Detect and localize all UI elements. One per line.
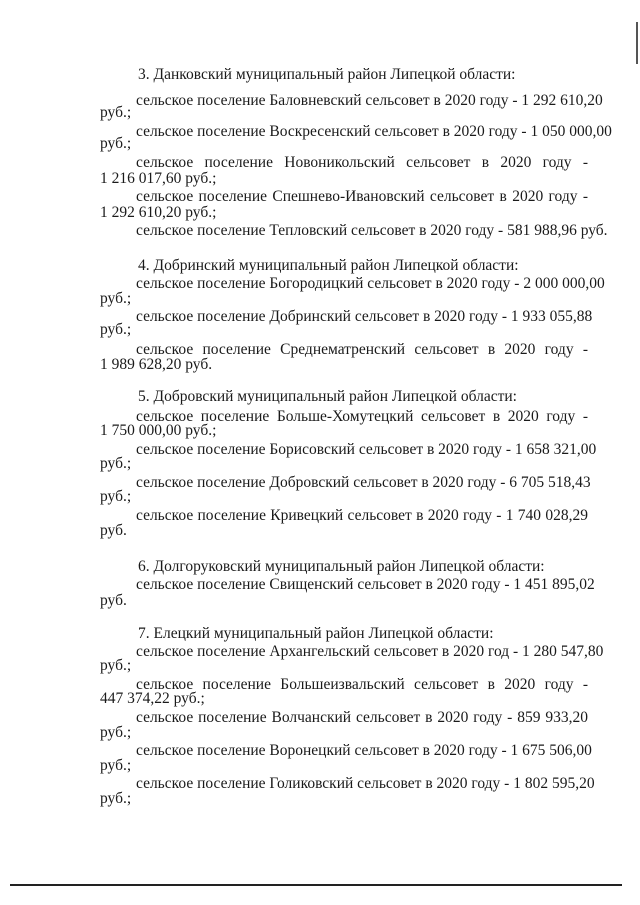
text-line: сельское поселение Богородицкий сельсовет в 2020 году - 2 000 000,00 xyxy=(136,275,605,292)
text-line: сельское поселение Воронецкий сельсовет в 2020 году - 1 675 506,00 xyxy=(136,742,592,759)
text-line: сельское поселение Кривецкий сельсовет в 2020 году - 1 740 028,29 xyxy=(136,507,588,524)
text-line: руб.; xyxy=(100,104,132,121)
text-line: сельское поселение Новоникольский сельсовет в 2020 году - xyxy=(136,154,588,171)
section-heading: 3. Данковский муниципальный район Липецкой области: xyxy=(138,66,516,83)
section-heading: 5. Добровский муниципальный район Липецкой области: xyxy=(138,388,517,405)
text-line: руб.; xyxy=(100,290,132,307)
text-line: 1 750 000,00 руб.; xyxy=(100,422,217,439)
text-line: сельское поселение Волчанский сельсовет в 2020 году - 859 933,20 xyxy=(136,709,588,726)
text-line: 447 374,22 руб.; xyxy=(100,690,205,707)
text-line: 1 292 610,20 руб.; xyxy=(100,204,217,221)
text-line: руб. xyxy=(100,522,127,539)
text-line: сельское поселение Тепловский сельсовет в 2020 году - 581 988,96 руб. xyxy=(136,222,608,239)
text-line: сельское поселение Свищенский сельсовет в 2020 году - 1 451 895,02 xyxy=(136,576,595,593)
text-line: сельское поселение Добровский сельсовет в 2020 году - 6 705 518,43 xyxy=(136,474,591,491)
text-line: руб.; xyxy=(100,757,132,774)
text-line: руб.; xyxy=(100,321,132,338)
bottom-divider xyxy=(10,884,622,886)
text-line: руб.; xyxy=(100,135,132,152)
text-line: руб. xyxy=(100,592,127,609)
text-line: руб.; xyxy=(100,488,132,505)
text-line: сельское поселение Добринский сельсовет в 2020 году - 1 933 055,88 xyxy=(136,308,593,325)
text-line: сельское поселение Архангельский сельсовет в 2020 год - 1 280 547,80 xyxy=(136,643,604,660)
text-line: сельское поселение Воскресенский сельсовет в 2020 году - 1 050 000,00 xyxy=(136,123,612,140)
text-line: 1 216 017,60 руб.; xyxy=(100,170,217,187)
text-line: руб.; xyxy=(100,657,132,674)
text-line: сельское поселение Голиковский сельсовет в 2020 году - 1 802 595,20 xyxy=(136,775,595,792)
scan-edge-mark xyxy=(636,22,638,64)
text-line: сельское поселение Баловневский сельсовет в 2020 году - 1 292 610,20 xyxy=(136,92,603,109)
section-heading: 7. Елецкий муниципальный район Липецкой области: xyxy=(138,625,494,642)
section-heading: 4. Добринский муниципальный район Липецкой области: xyxy=(138,257,519,274)
text-line: 1 989 628,20 руб. xyxy=(100,356,213,373)
text-line: сельское поселение Спешнево-Ивановский сельсовет в 2020 году - xyxy=(136,188,588,205)
text-line: руб.; xyxy=(100,724,132,741)
text-line: руб.; xyxy=(100,455,132,472)
text-line: сельское поселение Борисовский сельсовет в 2020 году - 1 658 321,00 xyxy=(136,441,597,458)
text-line: руб.; xyxy=(100,790,132,807)
text-line: сельское поселение Больше-Хомутецкий сельсовет в 2020 году - xyxy=(136,408,588,425)
text-line: сельское поселение Среднематренский сельсовет в 2020 году - xyxy=(136,341,588,358)
text-line: сельское поселение Большеизвальский сельсовет в 2020 году - xyxy=(136,676,588,693)
section-heading: 6. Долгоруковский муниципальный район Липецкой области: xyxy=(138,558,545,575)
